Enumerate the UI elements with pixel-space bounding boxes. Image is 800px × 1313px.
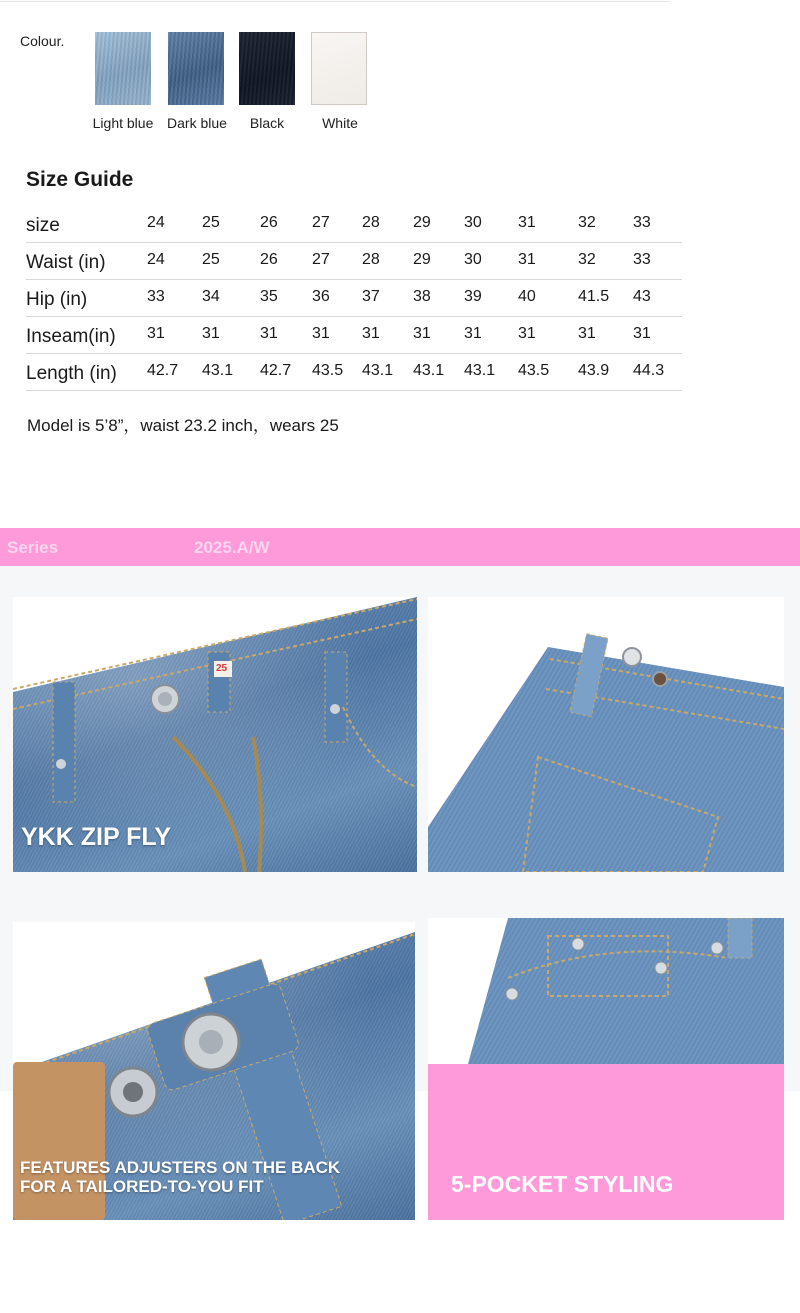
season-label: 2025.A/W: [194, 538, 270, 557]
size-guide-row: [26, 353, 682, 391]
size-guide-cell: 42.7: [147, 362, 179, 379]
size-guide-cell: 43.9: [578, 362, 610, 379]
size-guide-row-label: size: [26, 215, 60, 236]
size-guide-cell: 43.5: [518, 362, 550, 379]
five-pocket-photo: [428, 918, 784, 1064]
size-guide-cell: 43.1: [413, 362, 445, 379]
size-guide-cell: 31: [578, 325, 596, 342]
size-guide-cell: 25: [202, 251, 220, 268]
size-guide-cell: 31: [633, 325, 651, 342]
swatch-light-blue[interactable]: [95, 32, 151, 105]
size-guide-row: [26, 316, 682, 354]
size-guide-cell: 25: [202, 214, 220, 231]
size-guide-cell: 34: [202, 288, 220, 305]
colour-label: Colour.: [20, 33, 65, 49]
series-label: Series: [7, 538, 59, 557]
size-guide-cell: 30: [464, 251, 482, 268]
size-guide-cell: 32: [578, 214, 596, 231]
swatch-label-black: Black: [249, 115, 285, 131]
five-pocket-caption: 5-POCKET STYLING: [451, 1171, 674, 1197]
size-guide-cell: 31: [312, 325, 330, 342]
size-guide-cell: 31: [518, 325, 536, 342]
zip-fly-photo: [13, 597, 417, 872]
swatch-black[interactable]: [239, 32, 295, 105]
size-guide-cell: 31: [413, 325, 431, 342]
size-guide-cell: 24: [147, 251, 165, 268]
size-guide-cell: 43.5: [312, 362, 344, 379]
adjusters-photo: [13, 922, 415, 1220]
size-guide-cell: 30: [464, 214, 482, 231]
size-guide-cell: 24: [147, 214, 165, 231]
size-guide-row: [26, 242, 682, 280]
size-guide-cell: 27: [312, 251, 330, 268]
size-guide-cell: 43: [633, 288, 651, 305]
swatch-label-dark-blue: Dark blue: [167, 115, 227, 131]
adjusters-caption-line1: FEATURES ADJUSTERS ON THE BACK: [20, 1158, 341, 1177]
swatch-white[interactable]: [311, 32, 367, 105]
size-guide-cell: 42.7: [260, 362, 292, 379]
size-guide-cell: 35: [260, 288, 278, 305]
size-guide-cell: 31: [362, 325, 380, 342]
adjusters-caption-line2: FOR A TAILORED-TO-YOU FIT: [20, 1177, 264, 1196]
size-guide-cell: 33: [633, 214, 651, 231]
size-guide-cell: 37: [362, 288, 380, 305]
size-guide-row-label: Waist (in): [26, 252, 106, 273]
series-banner: [0, 528, 800, 566]
size-guide-cell: 41.5: [578, 288, 610, 305]
top-divider: [0, 1, 670, 2]
size-guide-cell: 43.1: [202, 362, 234, 379]
size-guide-cell: 31: [147, 325, 165, 342]
size-guide-row-label: Length (in): [26, 363, 117, 384]
size-guide-cell: 31: [260, 325, 278, 342]
size-tag: 25: [216, 663, 228, 674]
size-guide-row: [26, 279, 682, 317]
size-guide-cell: 33: [147, 288, 165, 305]
swatch-dark-blue[interactable]: [168, 32, 224, 105]
size-guide-cell: 36: [312, 288, 330, 305]
size-guide-cell: 44.3: [633, 362, 665, 379]
size-guide-cell: 33: [633, 251, 651, 268]
size-guide-cell: 27: [312, 214, 330, 231]
size-guide-title: Size Guide: [26, 168, 134, 191]
back-pocket-illustration: [428, 597, 784, 872]
size-guide-cell: 31: [518, 214, 536, 231]
size-guide-cell: 26: [260, 251, 278, 268]
size-guide-cell: 31: [518, 251, 536, 268]
model-note: Model is 5’8”，waist 23.2 inch，wears 25: [27, 416, 339, 435]
size-guide-cell: 29: [413, 251, 431, 268]
size-guide-cell: 31: [464, 325, 482, 342]
size-guide-cell: 28: [362, 214, 380, 231]
size-guide-row: [26, 205, 682, 243]
five-pocket-caption-block: [428, 1064, 784, 1220]
back-pocket-photo: [428, 597, 784, 872]
size-guide-cell: 26: [260, 214, 278, 231]
size-guide-cell: 40: [518, 288, 536, 305]
zip-fly-caption: YKK ZIP FLY: [21, 823, 172, 851]
swatch-label-light-blue: Light blue: [92, 115, 154, 131]
size-guide-cell: 32: [578, 251, 596, 268]
size-guide-cell: 39: [464, 288, 482, 305]
size-guide-cell: 28: [362, 251, 380, 268]
size-guide-row-label: Hip (in): [26, 289, 88, 310]
size-guide-cell: 43.1: [362, 362, 394, 379]
five-pocket-illustration: [428, 918, 784, 1064]
size-guide-cell: 29: [413, 214, 431, 231]
swatch-label-white: White: [322, 115, 358, 131]
size-guide-cell: 43.1: [464, 362, 496, 379]
size-guide-cell: 31: [202, 325, 220, 342]
size-guide-row-label: Inseam(in): [26, 326, 116, 347]
size-guide-cell: 38: [413, 288, 431, 305]
